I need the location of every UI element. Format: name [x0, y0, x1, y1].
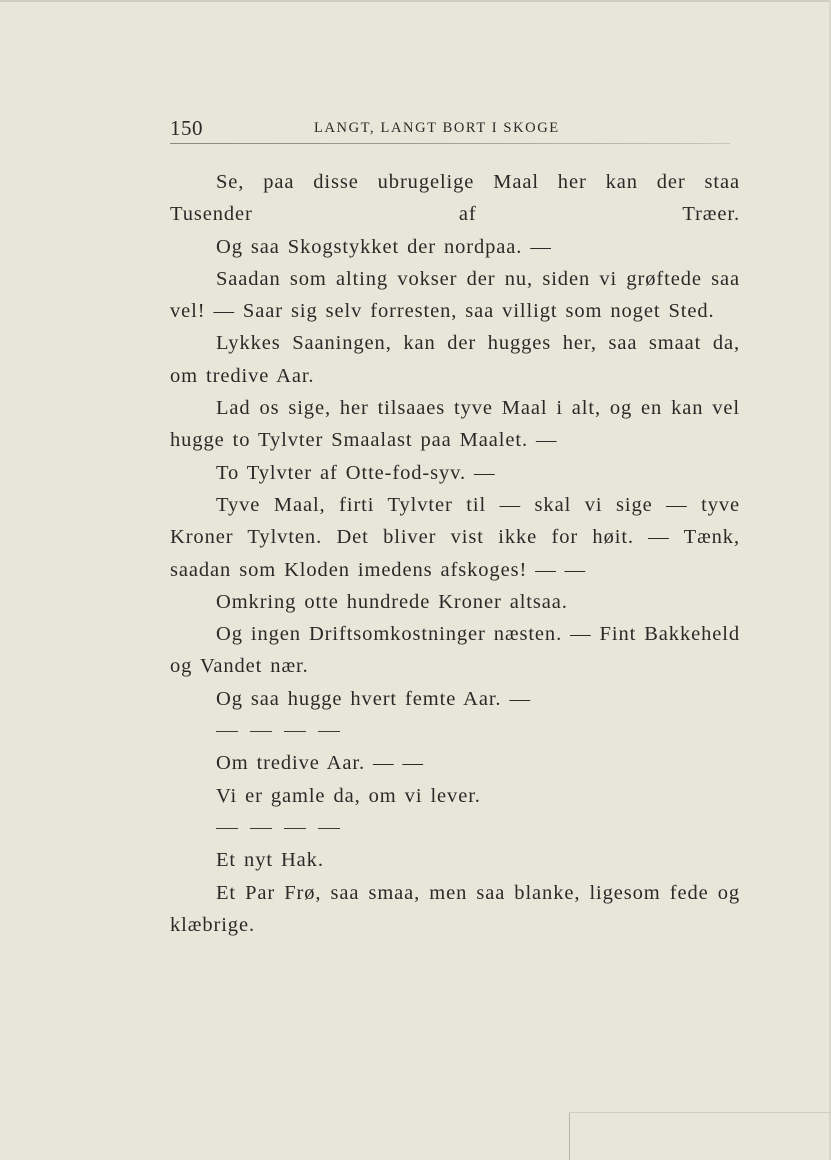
- page-header: [170, 116, 740, 144]
- paragraph: Om tredive Aar. — —: [216, 752, 424, 775]
- dash: [284, 828, 306, 829]
- section-break: [170, 812, 740, 844]
- paragraph: To Tylvter af Otte-fod-syv. —: [216, 461, 496, 484]
- scan-mark: [569, 1112, 570, 1160]
- paragraph: Et nyt Hak.: [216, 849, 324, 872]
- dash: [250, 731, 272, 732]
- paragraph: Og saa hugge hvert femte Aar. —: [216, 687, 531, 710]
- paragraph: Et Par Frø, saa smaa, men saa blanke, ligesom fede og klæbrige.: [170, 881, 740, 936]
- paragraph: Se, paa disse ubrugelige Maal her kan der staa Tusender af Træer.: [170, 171, 740, 226]
- paragraph: Omkring otte hundrede Kroner altsaa.: [216, 590, 568, 613]
- paragraph: Lykkes Saaningen, kan der hugges her, saa smaat da, om tredive Aar.: [170, 332, 740, 387]
- section-break: [170, 715, 740, 747]
- running-title: LANGT, LANGT BORT I SKOGE: [314, 120, 560, 136]
- header-rule: [170, 143, 730, 144]
- page-number: 150: [170, 116, 203, 140]
- body-text: [170, 166, 740, 941]
- dash: [216, 731, 238, 732]
- paragraph: Og ingen Driftsomkostninger næsten. — Fint Bakkeheld og Vandet nær.: [170, 623, 740, 678]
- paragraph: Vi er gamle da, om vi lever.: [216, 784, 481, 807]
- dash: [318, 828, 340, 829]
- dash: [318, 731, 340, 732]
- paragraph: Saadan som alting vokser der nu, siden vi grøftede saa vel! — Saar sig selv forresten, saa villigt som noget Sted.: [170, 267, 740, 323]
- scan-mark: [569, 1112, 831, 1113]
- dash: [250, 828, 272, 829]
- dash: [284, 731, 306, 732]
- dash: [216, 828, 238, 829]
- paragraph: Lad os sige, her tilsaaes tyve Maal i alt, og en kan vel hugge to Tylvter Smaalast paa Maalet. —: [170, 397, 740, 452]
- page-edge: [0, 0, 831, 2]
- paragraph: Og saa Skogstykket der nordpaa. —: [216, 235, 552, 258]
- paragraph: Tyve Maal, firti Tylvter til — skal vi sige — tyve Kroner Tylvten. Det bliver vist ikke for høit. — Tænk, saadan som Kloden imedens afskoges! — —: [170, 493, 740, 581]
